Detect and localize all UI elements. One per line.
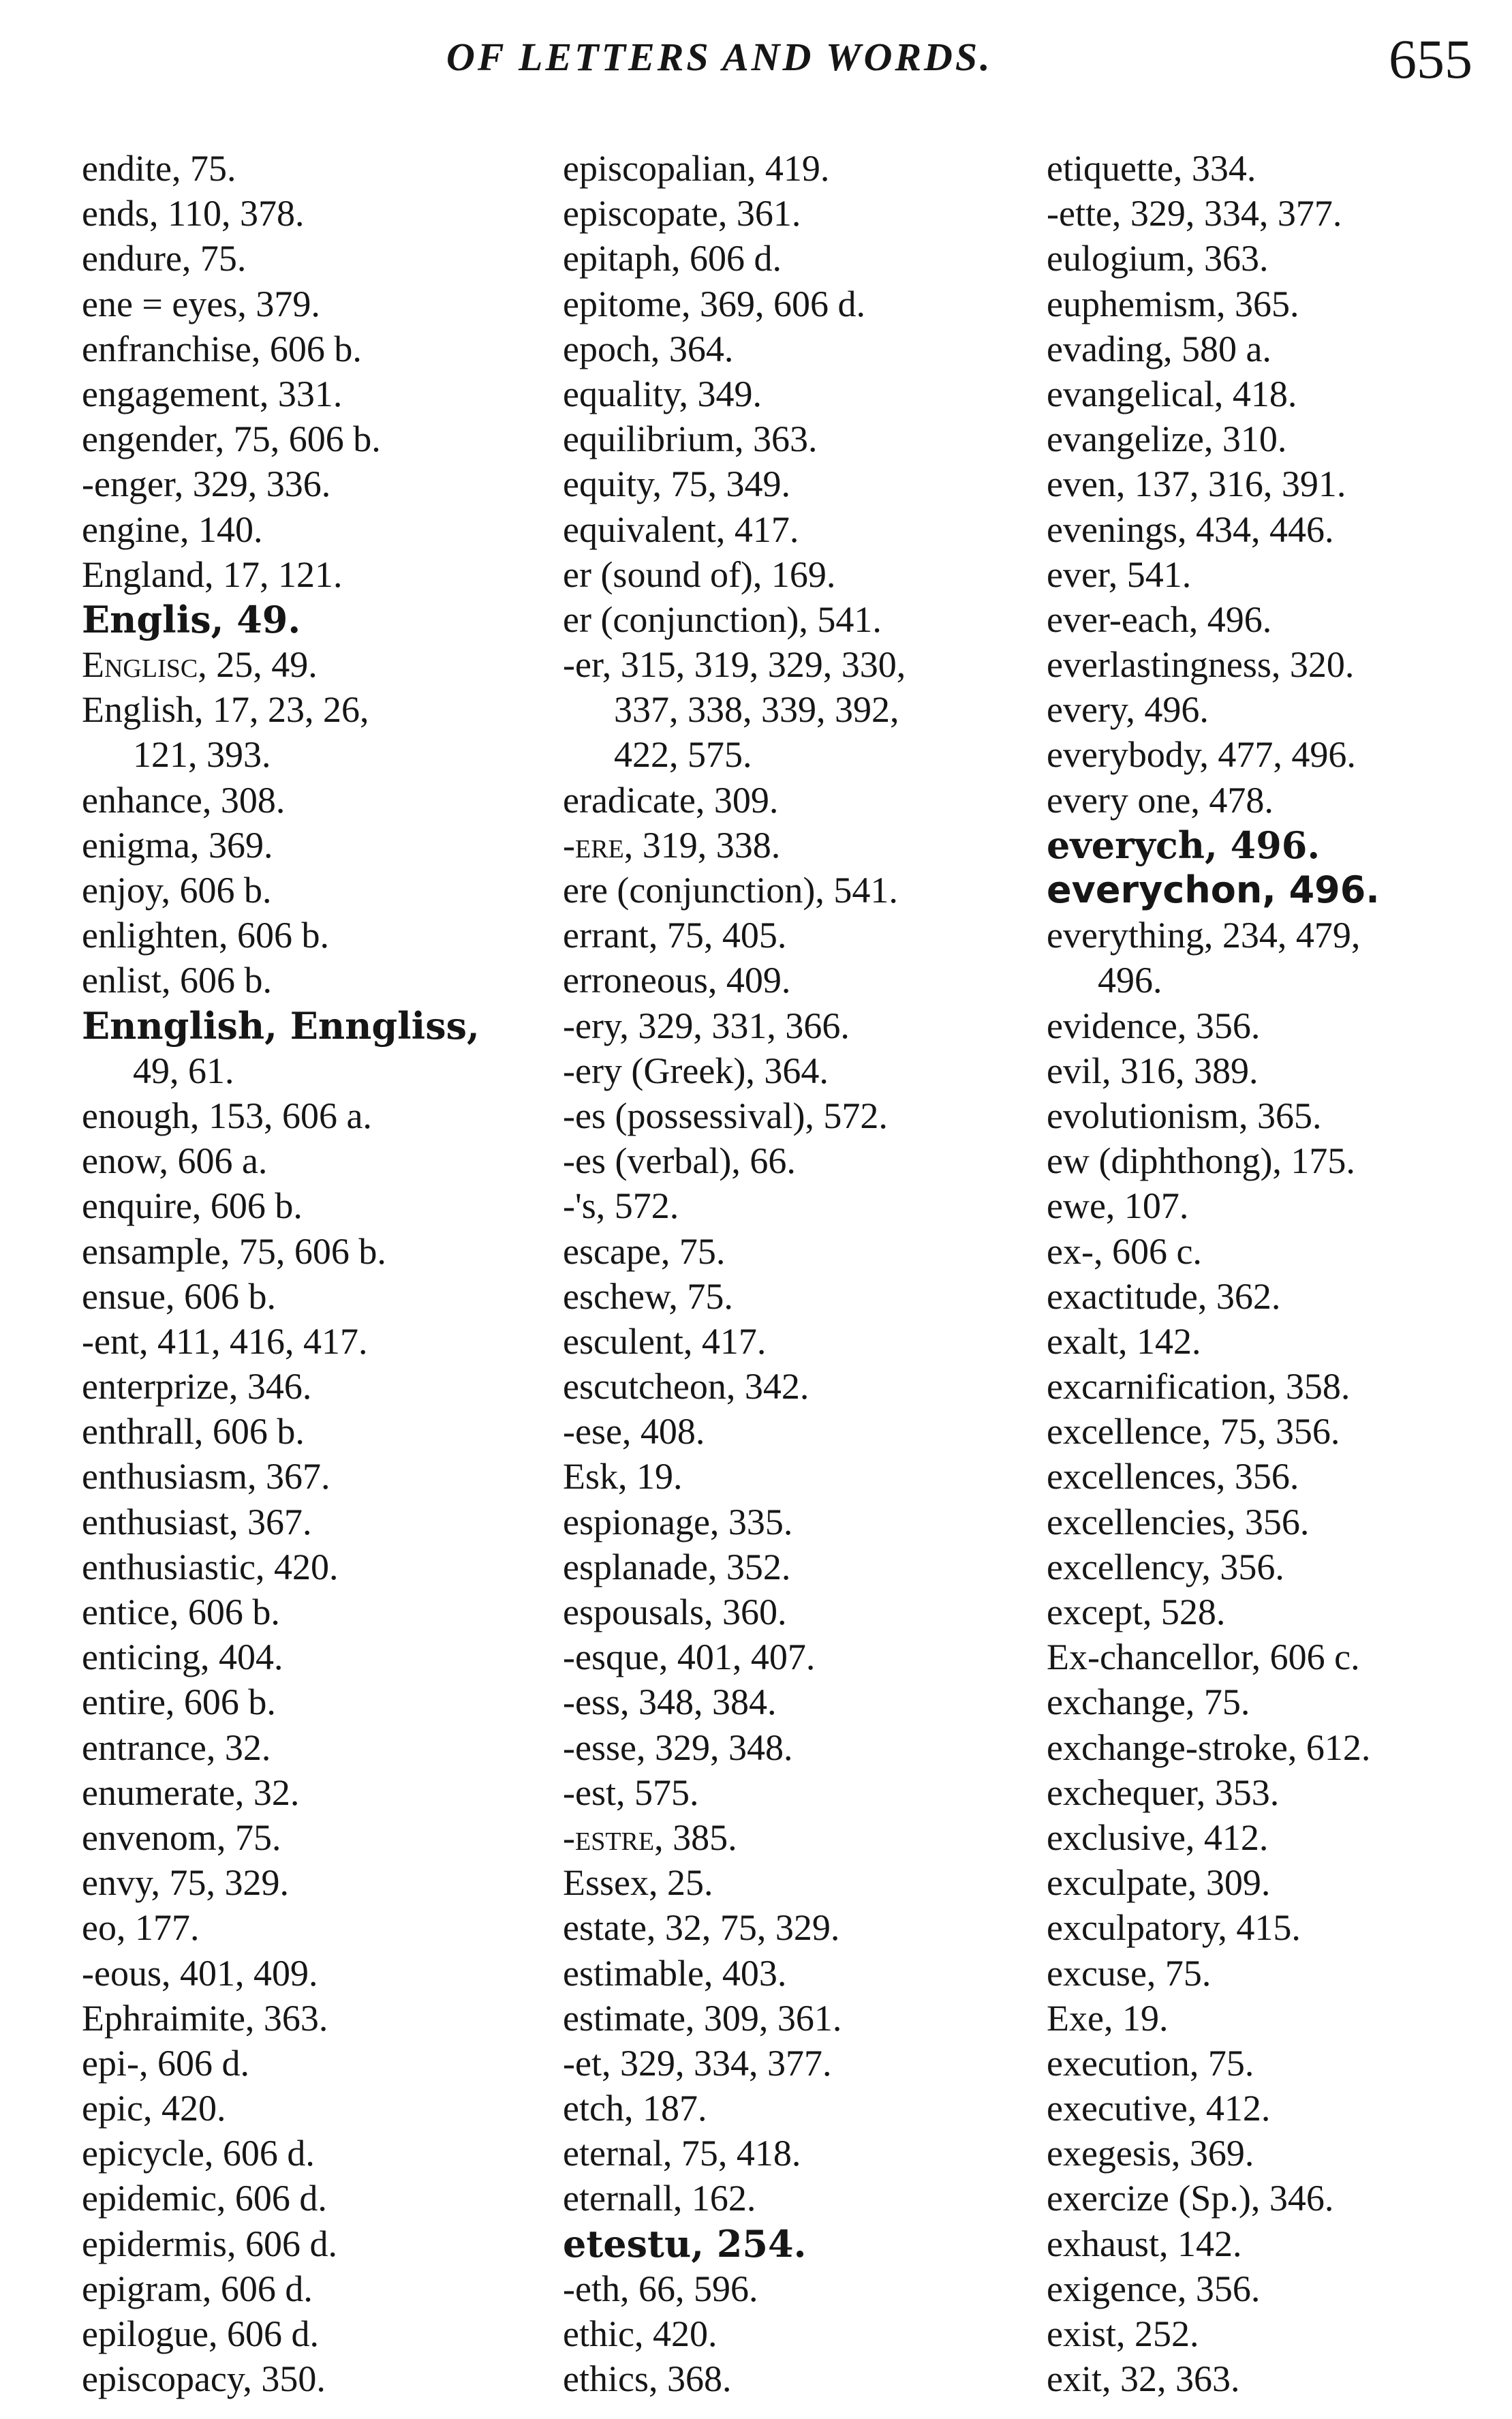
index-entry: epicycle, 606 d. bbox=[82, 2133, 315, 2174]
index-entry: -ess, 348, 384. bbox=[563, 1682, 777, 1723]
index-entry: -esse, 329, 348. bbox=[563, 1726, 793, 1768]
index-entry: equity, 75, 349. bbox=[563, 463, 790, 505]
index-entry: episcopalian, 419. bbox=[563, 148, 830, 189]
index-entry: -eth, 66, 596. bbox=[563, 2268, 758, 2309]
index-entry: ever-each, 496. bbox=[1047, 598, 1272, 640]
index-entry: excellences, 356. bbox=[1047, 1456, 1299, 1497]
index-entry: Englis, 49. bbox=[82, 597, 301, 641]
index-entry: eradicate, 309. bbox=[563, 779, 779, 821]
index-entry: esculent, 417. bbox=[563, 1320, 767, 1362]
index-entry: etestu, 254. bbox=[563, 2221, 807, 2266]
index-entry: eternal, 75, 418. bbox=[563, 2133, 801, 2174]
index-entry: er (conjunction), 541. bbox=[563, 598, 882, 640]
index-entry: eo, 177. bbox=[82, 1907, 200, 1949]
index-entry: engagement, 331. bbox=[82, 373, 343, 414]
index-entry: envenom, 75. bbox=[82, 1816, 281, 1858]
index-entry: epilogue, 606 d. bbox=[82, 2313, 319, 2354]
index-entry: enlighten, 606 b. bbox=[82, 915, 329, 956]
index-entry: -ery (Greek), 364. bbox=[563, 1050, 829, 1091]
index-entry: ewe, 107. bbox=[1047, 1185, 1189, 1227]
index-entry: erroneous, 409. bbox=[563, 960, 791, 1001]
index-entry: etiquette, 334. bbox=[1047, 148, 1256, 189]
index-entry: exist, 252. bbox=[1047, 2313, 1199, 2354]
index-entry: envy, 75, 329. bbox=[82, 1862, 289, 1904]
index-entry: -ese, 408. bbox=[563, 1411, 705, 1452]
index-entry: -er, 315, 319, 329, 330, bbox=[563, 644, 906, 686]
page-number: 655 bbox=[1389, 28, 1472, 90]
index-entry: epitome, 369, 606 d. bbox=[563, 283, 865, 324]
index-entry: epoch, 364. bbox=[563, 328, 734, 369]
index-column-3 bbox=[1047, 146, 1496, 2401]
index-entry: excellency, 356. bbox=[1047, 1546, 1284, 1587]
index-entry-continuation: 496. bbox=[1098, 960, 1162, 1001]
index-entry: enough, 153, 606 a. bbox=[82, 1095, 372, 1136]
index-entry: evenings, 434, 446. bbox=[1047, 508, 1334, 550]
index-entry: enticing, 404. bbox=[82, 1637, 283, 1678]
index-entry: enow, 606 a. bbox=[82, 1140, 268, 1182]
index-entry: exclusive, 412. bbox=[1047, 1816, 1269, 1858]
index-entry: endure, 75. bbox=[82, 238, 247, 279]
index-entry: Exe, 19. bbox=[1047, 1997, 1169, 2039]
index-entry: eschew, 75. bbox=[563, 1275, 733, 1317]
index-entry: epidemic, 606 d. bbox=[82, 2178, 327, 2219]
index-entry: excuse, 75. bbox=[1047, 1952, 1212, 1994]
index-entry: errant, 75, 405. bbox=[563, 915, 787, 956]
index-entry: -es (verbal), 66. bbox=[563, 1140, 796, 1182]
index-entry: espousals, 360. bbox=[563, 1592, 787, 1632]
index-entry: enterprize, 346. bbox=[82, 1366, 312, 1408]
index-entry: -estre, 385. bbox=[563, 1816, 737, 1858]
index-entry: engine, 140. bbox=[82, 508, 263, 550]
index-entry: -ette, 329, 334, 377. bbox=[1047, 193, 1342, 234]
index-entry: escape, 75. bbox=[563, 1230, 726, 1272]
index-entry: epic, 420. bbox=[82, 2088, 226, 2129]
index-entry: -et, 329, 334, 377. bbox=[563, 2042, 832, 2084]
index-entry: exchange-stroke, 612. bbox=[1047, 1726, 1371, 1768]
index-entry: England, 17, 121. bbox=[82, 553, 343, 595]
index-entry-continuation: 422, 575. bbox=[614, 734, 752, 776]
index-entry: exigence, 356. bbox=[1047, 2268, 1261, 2309]
index-entry: estate, 32, 75, 329. bbox=[563, 1907, 840, 1949]
index-entry: -eous, 401, 409. bbox=[82, 1952, 318, 1994]
index-entry: ensue, 606 b. bbox=[82, 1275, 276, 1317]
index-entry: eulogium, 363. bbox=[1047, 238, 1269, 279]
index-column-2 bbox=[563, 146, 1033, 2401]
index-entry: enfranchise, 606 b. bbox=[82, 328, 362, 369]
index-entry: exactitude, 362. bbox=[1047, 1275, 1281, 1317]
index-entry: -es (possessival), 572. bbox=[563, 1095, 888, 1136]
index-entry: Esk, 19. bbox=[563, 1456, 683, 1497]
index-entry: excellencies, 356. bbox=[1047, 1501, 1310, 1542]
index-entry: euphemism, 365. bbox=[1047, 283, 1299, 324]
index-entry: -ery, 329, 331, 366. bbox=[563, 1005, 850, 1046]
index-entry: Essex, 25. bbox=[563, 1862, 713, 1904]
index-entry: -'s, 572. bbox=[563, 1185, 679, 1227]
index-entry: ends, 110, 378. bbox=[82, 193, 305, 234]
index-entry: except, 528. bbox=[1047, 1592, 1226, 1632]
index-entry: everlastingness, 320. bbox=[1047, 644, 1355, 686]
index-entry: escutcheon, 342. bbox=[563, 1366, 809, 1408]
index-entry: excellence, 75, 356. bbox=[1047, 1411, 1340, 1452]
index-entry: evading, 580 a. bbox=[1047, 328, 1271, 369]
index-entry: enthusiast, 367. bbox=[82, 1501, 312, 1542]
index-entry: epidermis, 606 d. bbox=[82, 2223, 337, 2264]
index-entry: -enger, 329, 336. bbox=[82, 463, 331, 505]
index-entry: evolutionism, 365. bbox=[1047, 1095, 1322, 1136]
index-entry: Ex-chancellor, 606 c. bbox=[1047, 1637, 1360, 1678]
index-entry: exchange, 75. bbox=[1047, 1682, 1250, 1723]
index-entry: everych, 496. bbox=[1047, 823, 1321, 867]
index-entry: eternall, 162. bbox=[563, 2178, 756, 2219]
index-entry: -esque, 401, 407. bbox=[563, 1637, 816, 1678]
index-entry: exit, 32, 363. bbox=[1047, 2358, 1240, 2400]
index-entry: exculpatory, 415. bbox=[1047, 1907, 1301, 1949]
index-entry: engender, 75, 606 b. bbox=[82, 419, 381, 460]
index-entry: equivalent, 417. bbox=[563, 508, 799, 550]
index-entry: epi-, 606 d. bbox=[82, 2042, 249, 2084]
index-entry: Ephraimite, 363. bbox=[82, 1997, 328, 2039]
index-entry: enthrall, 606 b. bbox=[82, 1411, 305, 1452]
index-entry: enlist, 606 b. bbox=[82, 960, 272, 1001]
index-entry: estimable, 403. bbox=[563, 1952, 787, 1994]
index-entry: every one, 478. bbox=[1047, 779, 1274, 821]
index-entry: ethic, 420. bbox=[563, 2313, 718, 2354]
index-entry: ew (diphthong), 175. bbox=[1047, 1140, 1355, 1182]
index-entry: er (sound of), 169. bbox=[563, 553, 836, 595]
index-entry: ever, 541. bbox=[1047, 553, 1192, 595]
index-entry: ensample, 75, 606 b. bbox=[82, 1230, 386, 1272]
index-entry: everychon, 496. bbox=[1047, 868, 1380, 911]
index-entry: enquire, 606 b. bbox=[82, 1185, 303, 1227]
index-entry: enjoy, 606 b. bbox=[82, 870, 272, 911]
index-entry: exercize (Sp.), 346. bbox=[1047, 2178, 1334, 2219]
index-entry: etch, 187. bbox=[563, 2088, 707, 2129]
index-entry: evangelize, 310. bbox=[1047, 419, 1287, 460]
index-entry: -ere, 319, 338. bbox=[563, 824, 781, 866]
index-entry: entrance, 32. bbox=[82, 1726, 271, 1768]
page-title: OF LETTERS AND WORDS. bbox=[446, 35, 993, 79]
index-entry-continuation: 337, 338, 339, 392, bbox=[614, 689, 899, 731]
index-entry: exchequer, 353. bbox=[1047, 1771, 1280, 1813]
index-entry: equality, 349. bbox=[563, 373, 762, 414]
index-column-1 bbox=[82, 146, 552, 2401]
index-entry: ene = eyes, 379. bbox=[82, 283, 320, 324]
index-entry: enthusiasm, 367. bbox=[82, 1456, 330, 1497]
index-entry: exegesis, 369. bbox=[1047, 2133, 1254, 2174]
index-entry: execution, 75. bbox=[1047, 2042, 1254, 2084]
index-entry: ere (conjunction), 541. bbox=[563, 870, 898, 911]
running-head bbox=[0, 27, 1512, 89]
index-entry: entire, 606 b. bbox=[82, 1682, 276, 1723]
index-entry: evidence, 356. bbox=[1047, 1005, 1261, 1046]
index-entry: ex-, 606 c. bbox=[1047, 1230, 1202, 1272]
index-entry: ethics, 368. bbox=[563, 2358, 732, 2400]
index-entry: -ent, 411, 416, 417. bbox=[82, 1320, 368, 1362]
index-entry: everybody, 477, 496. bbox=[1047, 734, 1356, 776]
index-entry: every, 496. bbox=[1047, 689, 1209, 731]
index-entry: even, 137, 316, 391. bbox=[1047, 463, 1346, 505]
index-entry: exalt, 142. bbox=[1047, 1320, 1201, 1362]
index-entry: -est, 575. bbox=[563, 1771, 699, 1813]
index-entry: excarnification, 358. bbox=[1047, 1366, 1351, 1408]
index-entry: endite, 75. bbox=[82, 148, 236, 189]
index-entry: enhance, 308. bbox=[82, 779, 286, 821]
index-entry: episcopate, 361. bbox=[563, 193, 801, 234]
index-entry: epigram, 606 d. bbox=[82, 2268, 313, 2309]
index-entry: enumerate, 32. bbox=[82, 1771, 300, 1813]
index-entry: exhaust, 142. bbox=[1047, 2223, 1242, 2264]
index-entry: Ennglish, Enngliss, bbox=[82, 1003, 480, 1048]
index-entry: episcopacy, 350. bbox=[82, 2358, 326, 2400]
index-entry: English, 17, 23, 26, bbox=[82, 689, 369, 731]
index-entry-continuation: 49, 61. bbox=[133, 1050, 234, 1091]
index-entry: espionage, 335. bbox=[563, 1501, 793, 1542]
index-entry: esplanade, 352. bbox=[563, 1546, 791, 1587]
index-entry: evangelical, 418. bbox=[1047, 373, 1297, 414]
index-entry: exculpate, 309. bbox=[1047, 1862, 1271, 1904]
index-entry: Englisc, 25, 49. bbox=[82, 644, 318, 686]
index-entry: entice, 606 b. bbox=[82, 1592, 280, 1632]
index-entry: executive, 412. bbox=[1047, 2088, 1271, 2129]
index-entry: epitaph, 606 d. bbox=[563, 238, 782, 279]
index-entry: enigma, 369. bbox=[82, 824, 273, 866]
index-entry: estimate, 309, 361. bbox=[563, 1997, 842, 2039]
index-entry: equilibrium, 363. bbox=[563, 419, 818, 460]
index-entry: evil, 316, 389. bbox=[1047, 1050, 1259, 1091]
index-entry: enthusiastic, 420. bbox=[82, 1546, 339, 1587]
index-entry-continuation: 121, 393. bbox=[133, 734, 271, 776]
index-entry: everything, 234, 479, bbox=[1047, 915, 1361, 956]
